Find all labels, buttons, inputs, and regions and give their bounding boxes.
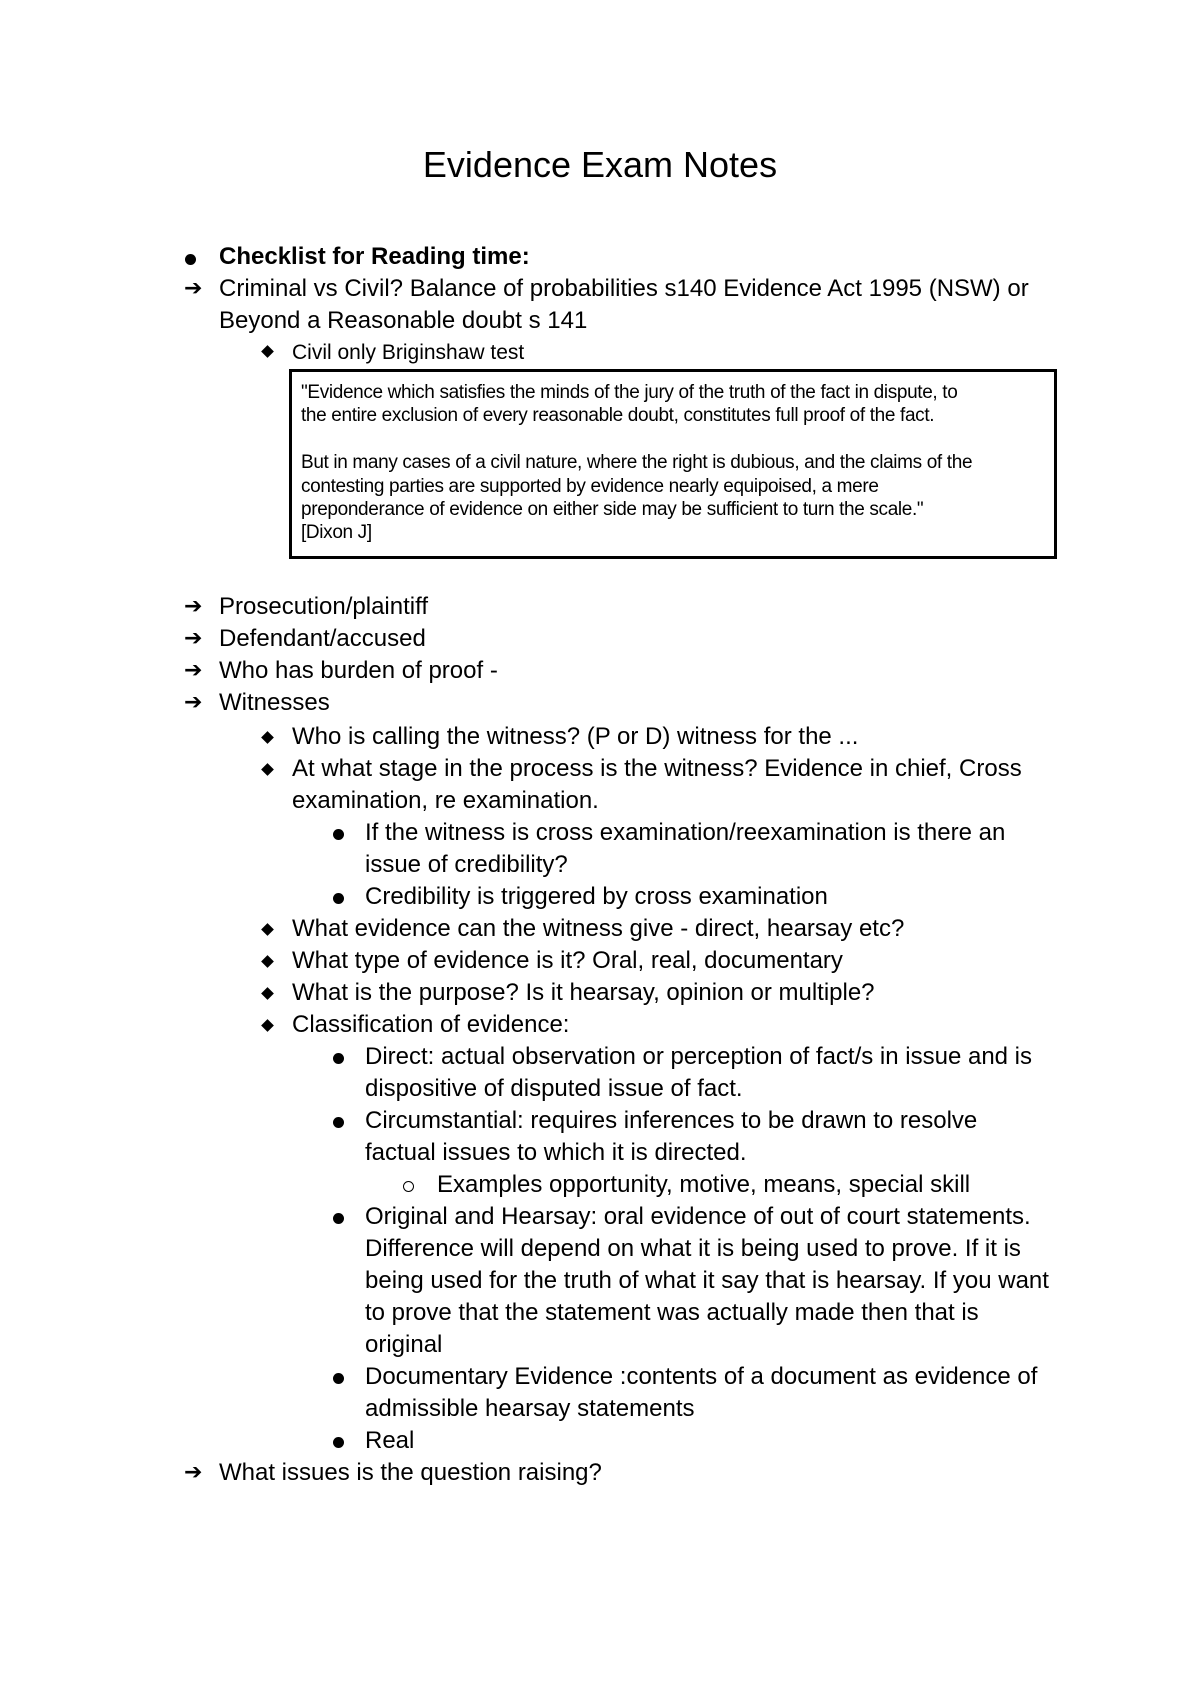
quote-line: contesting parties are supported by evidence nearly equipoised, a mere bbox=[301, 475, 879, 497]
quote-line: preponderance of evidence on either side may be sufficient to turn the scale." bbox=[301, 499, 924, 521]
bullet-dot-icon bbox=[333, 1373, 344, 1384]
original-hearsay-item-cont: Difference will depend on what it is being used to prove. If it is bbox=[365, 1235, 1021, 1262]
purpose-item: What is the purpose? Is it hearsay, opinion or multiple? bbox=[292, 979, 875, 1006]
classification-item: Classification of evidence: bbox=[292, 1011, 570, 1038]
circumstantial-item: Circumstantial: requires inferences to be drawn to resolve bbox=[365, 1107, 978, 1134]
direct-item-cont: dispositive of disputed issue of fact. bbox=[365, 1075, 743, 1102]
diamond-bullet-icon bbox=[261, 763, 274, 776]
prosecution-item: Prosecution/plaintiff bbox=[219, 593, 429, 620]
bullet-dot-icon bbox=[333, 1437, 344, 1448]
arrow-bullet-icon: ➔ bbox=[184, 593, 203, 618]
page-title: Evidence Exam Notes bbox=[422, 144, 778, 185]
cross-exam-item: If the witness is cross examination/reexamination is there an bbox=[365, 819, 1006, 846]
briginshaw-quote-box bbox=[289, 369, 1057, 559]
arrow-bullet-icon: ➔ bbox=[184, 1459, 203, 1484]
original-hearsay-item: Original and Hearsay: oral evidence of out of court statements. bbox=[365, 1203, 1031, 1230]
who-calling-item: Who is calling the witness? (P or D) witness for the ... bbox=[292, 723, 859, 750]
criminal-vs-civil-line: Criminal vs Civil? Balance of probabilities s140 Evidence Act 1995 (NSW) or bbox=[219, 275, 1029, 302]
what-type-item: What type of evidence is it? Oral, real, documentary bbox=[292, 947, 843, 974]
original-hearsay-item-cont: original bbox=[365, 1331, 443, 1358]
defendant-item: Defendant/accused bbox=[219, 625, 426, 652]
diamond-bullet-icon bbox=[261, 345, 274, 358]
diamond-bullet-icon bbox=[261, 955, 274, 968]
witnesses-item: Witnesses bbox=[219, 689, 330, 716]
diamond-bullet-icon bbox=[261, 987, 274, 1000]
diamond-bullet-icon bbox=[261, 731, 274, 744]
issues-item: What issues is the question raising? bbox=[219, 1459, 602, 1486]
bullet-dot-icon bbox=[185, 254, 196, 265]
quote-line: But in many cases of a civil nature, where the right is dubious, and the claims of the bbox=[301, 452, 973, 474]
examples-item: Examples opportunity, motive, means, special skill bbox=[437, 1171, 971, 1198]
diamond-bullet-icon bbox=[261, 923, 274, 936]
arrow-bullet-icon: ➔ bbox=[184, 689, 203, 714]
bullet-dot-icon bbox=[333, 1213, 344, 1224]
arrow-bullet-icon: ➔ bbox=[184, 657, 203, 682]
quote-attribution: [Dixon J] bbox=[301, 522, 372, 544]
circumstantial-item-cont: factual issues to which it is directed. bbox=[365, 1139, 747, 1166]
quote-line: the entire exclusion of every reasonable doubt, constitutes full proof of the fact. bbox=[301, 405, 935, 427]
bullet-ring-icon bbox=[403, 1181, 414, 1192]
original-hearsay-item-cont: being used for the truth of what it say that is hearsay. If you want bbox=[365, 1267, 1049, 1294]
quote-line: "Evidence which satisfies the minds of the jury of the truth of the fact in dispute, to bbox=[301, 382, 958, 403]
stage-item: At what stage in the process is the witness? Evidence in chief, Cross bbox=[292, 755, 1022, 782]
cross-exam-item-cont: issue of credibility? bbox=[365, 851, 568, 878]
direct-item: Direct: actual observation or perception of fact/s in issue and is bbox=[365, 1043, 1033, 1070]
arrow-bullet-icon: ➔ bbox=[184, 275, 203, 300]
checklist-heading: Checklist for Reading time: bbox=[219, 243, 530, 270]
briginshaw-test: Civil only Briginshaw test bbox=[292, 341, 525, 364]
credibility-item: Credibility is triggered by cross examination bbox=[365, 883, 828, 910]
real-item: Real bbox=[365, 1427, 415, 1454]
criminal-vs-civil-line-cont: Beyond a Reasonable doubt s 141 bbox=[219, 307, 588, 334]
bullet-dot-icon bbox=[333, 829, 344, 840]
documentary-item-cont: admissible hearsay statements bbox=[365, 1395, 695, 1422]
diamond-bullet-icon bbox=[261, 1019, 274, 1032]
bullet-dot-icon bbox=[333, 1117, 344, 1128]
bullet-dot-icon bbox=[333, 1053, 344, 1064]
original-hearsay-item-cont: to prove that the statement was actually made then that is bbox=[365, 1299, 979, 1326]
stage-item-cont: examination, re examination. bbox=[292, 787, 599, 814]
what-evidence-item: What evidence can the witness give - direct, hearsay etc? bbox=[292, 915, 905, 942]
bullet-dot-icon bbox=[333, 893, 344, 904]
burden-item: Who has burden of proof - bbox=[219, 657, 498, 684]
arrow-bullet-icon: ➔ bbox=[184, 625, 203, 650]
documentary-item: Documentary Evidence :contents of a document as evidence of bbox=[365, 1363, 1038, 1390]
